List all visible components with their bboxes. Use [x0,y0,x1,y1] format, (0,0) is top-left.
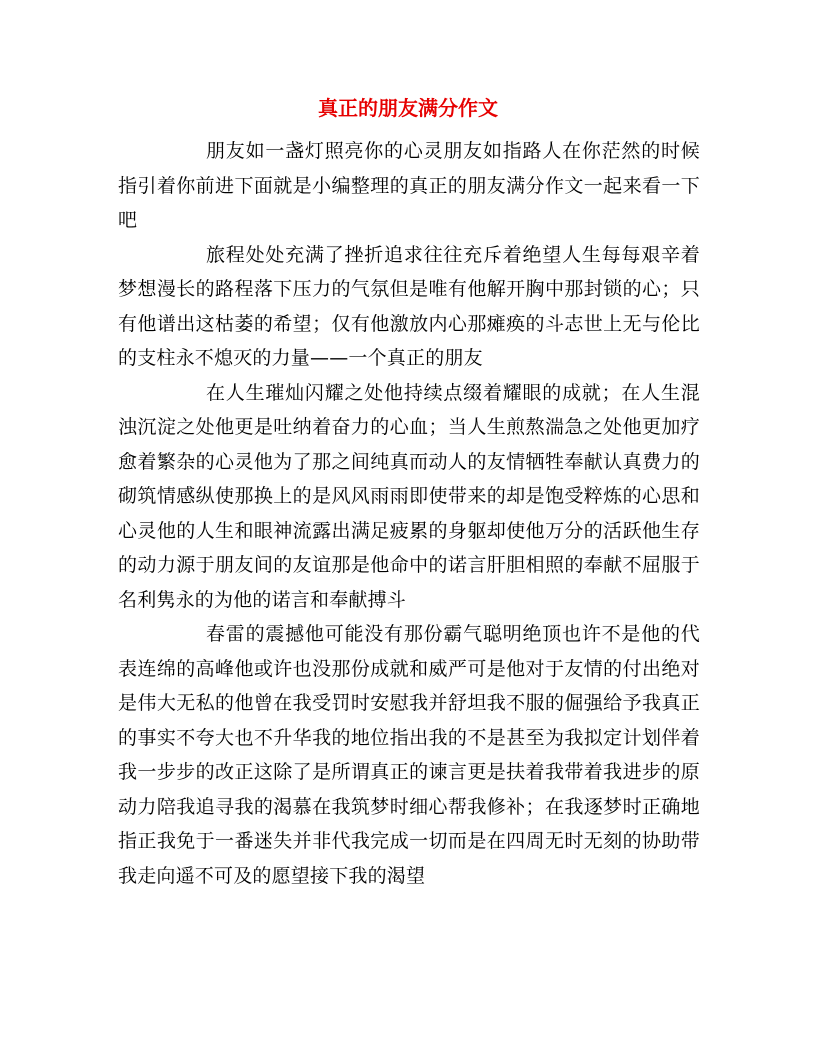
document-body [118,134,700,893]
paragraph-thunder: 春雷的震撼他可能没有那份霸气聪明绝顶也许不是他的代表连绵的高峰他或许也没那份成就和威严可是他对于友情的付出绝对是伟大无私的他曾在我受罚时安慰我并舒坦我不服的倔强给予我真正的事实不夸大也不升华我的地位指出我的不是甚至为我拟定计划伴着我一步步的改正这除了是所谓真正的谏言更是扶着我带着我进步的原动力陪我追寻我的渴慕在我筑梦时细心帮我修补；在我逐梦时正确地指正我免于一番迷失并非代我完成一切而是在四周无时无刻的协助带我走向遥不可及的愿望接下我的渴望 [118,623,700,887]
paragraph-life: 在人生璀灿闪耀之处他持续点缀着耀眼的成就；在人生混浊沉淀之处他更是吐纳着奋力的心血；当人生煎熬湍急之处他更加疗愈着繁杂的心灵他为了那之间纯真而动人的友情牺牲奉献认真费力的砌筑情感纵使那换上的是风风雨雨即使带来的却是饱受粹炼的心思和心灵他的人生和眼神流露出满足疲累的身躯却使他万分的活跃他生存的动力源于朋友间的友谊那是他命中的诺言肝胆相照的奉献不屈服于名利隽永的为他的诺言和奉献搏斗 [118,381,700,611]
document-title: 真正的朋友满分作文 [318,96,498,120]
paragraph-intro: 朋友如一盏灯照亮你的心灵朋友如指路人在你茫然的时候指引着你前进下面就是小编整理的真正的朋友满分作文一起来看一下吧 [118,140,700,231]
paragraph-journey: 旅程处处充满了挫折追求往往充斥着绝望人生每每艰辛着梦想漫长的路程落下压力的气氛但是唯有他解开胸中那封锁的心；只有他谱出这枯萎的希望；仅有他激放内心那瘫痪的斗志世上无与伦比的支柱永不熄灭的力量——一个真正的朋友 [118,243,700,369]
